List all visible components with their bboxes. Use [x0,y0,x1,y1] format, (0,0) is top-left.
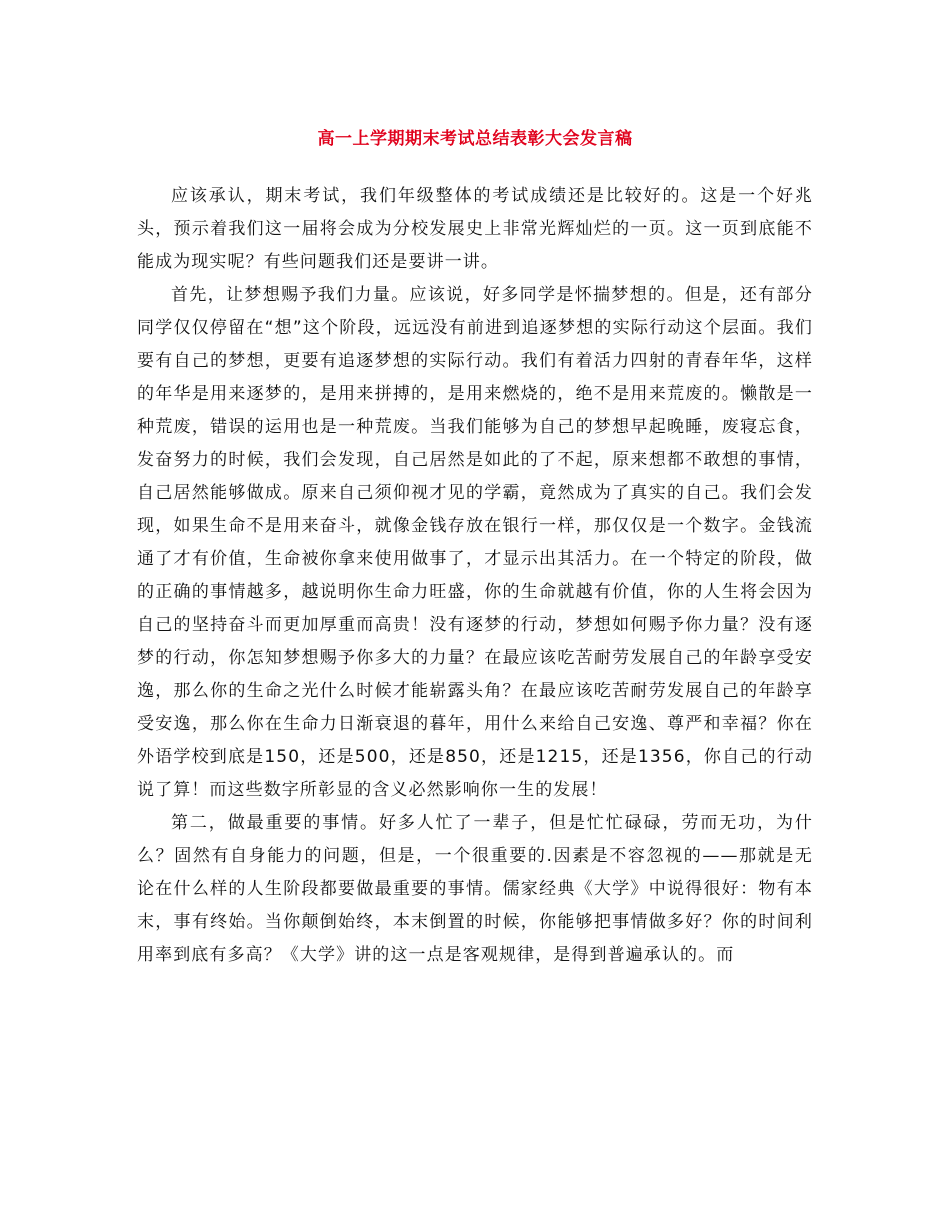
document-title: 高一上学期期末考试总结表彰大会发言稿 [317,129,633,149]
paragraph-second-point: 第二，做最重要的事情。好多人忙了一辈子，但是忙忙碌碌，劳而无功，为什么？固然有自身能力的问题，但是，一个很重要的.因素是不容忽视的——那就是无论在什么样的人生阶段都要做最重要的事情。儒家经典《大学》中说得很好：物有本末，事有终始。当你颠倒始终，本末倒置的时候，你能够把事情做多好？你的时间利用率到底有多高？《大学》讲的这一点是客观规律，是得到普遍承认的。而 [137,813,813,965]
paragraph-first-point: 首先，让梦想赐予我们力量。应该说，好多同学是怀揣梦想的。但是，还有部分同学仅仅停留在“想”这个阶段，远远没有前进到追逐梦想的实际行动这个层面。我们要有自己的梦想，更要有追逐梦想的实际行动。我们有着活力四射的青春年华，这样的年华是用来逐梦的，是用来拼搏的，是用来燃烧的，绝不是用来荒废的。懒散是一种荒废，错误的运用也是一种荒废。当我们能够为自己的梦想早起晚睡，废寝忘食，发奋努力的时候，我们会发现，自己居然是如此的了不起，原来想都不敢想的事情，自己居然能够做成。原来自己须仰视才见的学霸，竟然成为了真实的自己。我们会发现，如果生命不是用来奋斗，就像金钱存放在银行一样，那仅仅是一个数字。金钱流通了才有价值，生命被你拿来使用做事了，才显示出其活力。在一个特定的阶段，做的正确的事情越多，越说明你生命力旺盛，你的生命就越有价值，你的人生将会因为自己的坚持奋斗而更加厚重而高贵！没有逐梦的行动，梦想如何赐予你力量？没有逐梦的行动，你怎知梦想赐予你多大的力量？在最应该吃苦耐劳发展自己的年龄享受安逸，那么你的生命之光什么时候才能崭露头角？在最应该吃苦耐劳发展自己的年龄享受安逸，那么你在生命力日渐衰退的暮年，用什么来给自己安逸、尊严和幸福？你在外语学校到底是150，还是500，还是850，还是1215，还是1356，你自己的行动说了算！而这些数字所彰显的含义必然影响你一生的发展！ [137,285,813,800]
document-body [137,180,813,972]
paragraph-intro: 应该承认，期末考试，我们年级整体的考试成绩还是比较好的。这是一个好兆头，预示着我们这一届将会成为分校发展史上非常光辉灿烂的一页。这一页到底能不能成为现实呢？有些问题我们还是要讲一讲。 [137,186,813,272]
